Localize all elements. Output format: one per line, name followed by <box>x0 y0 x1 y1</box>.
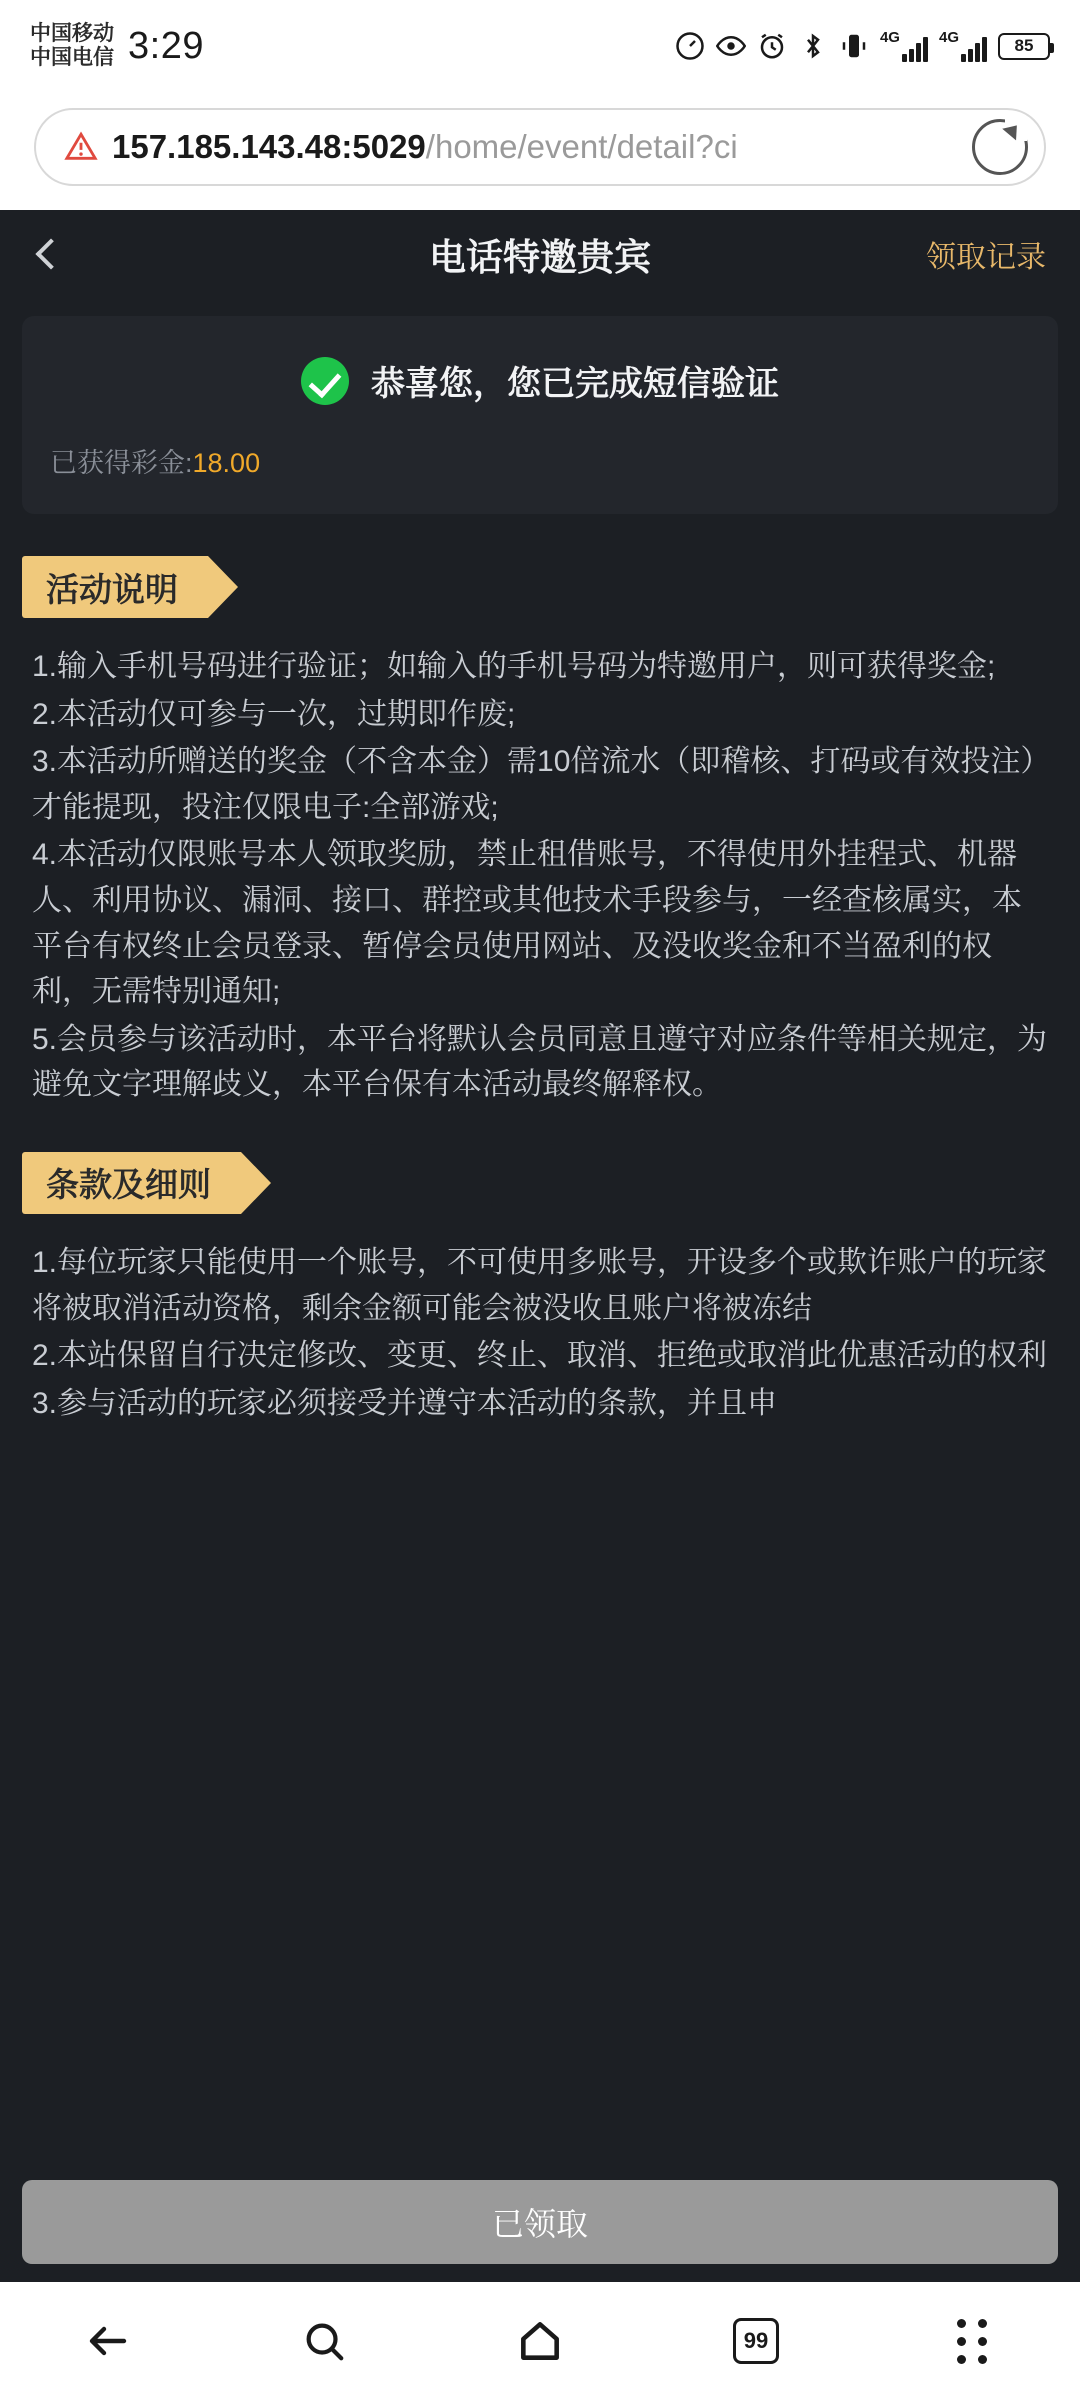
section-title-terms: 条款及细则 <box>22 1152 241 1214</box>
bonus-row <box>50 441 1030 480</box>
term-line: 2.本站保留自行决定修改、变更、终止、取消、拒绝或取消此优惠活动的权利 <box>32 1339 1048 1373</box>
rule-line: 5.会员参与该活动时，本平台将默认会员同意且遵守对应条件等相关规定，为避免文字理解歧义，本平台保有本活动最终解释权。 <box>32 1022 1048 1102</box>
rule-line: 3.本活动所赠送的奖金（不含本金）需10倍流水（即稽核、打码或有效投注）才能提现，投注仅限电子:全部游戏; <box>32 745 1036 824</box>
rule-line: 1.输入手机号码进行验证；如输入的手机号码为特邀用户，则可获得奖金; <box>32 650 996 683</box>
claim-records-link[interactable]: 领取记录 <box>926 241 1046 274</box>
url-path: /home/event/detail?ci <box>425 128 738 165</box>
signal-bars-2 <box>961 36 987 62</box>
carrier-label-1: 中国移动 <box>30 21 114 45</box>
carrier-label-2: 中国电信 <box>30 46 114 69</box>
back-chevron-icon[interactable] <box>35 238 66 269</box>
signal-1 <box>880 30 928 62</box>
nav-recents-button[interactable] <box>711 2306 801 2376</box>
speedometer-icon <box>675 31 705 61</box>
eye-icon <box>716 31 746 61</box>
alarm-icon <box>757 31 787 61</box>
bluetooth-icon <box>798 31 828 61</box>
status-bar <box>0 0 1080 92</box>
claim-button-bar <box>0 2164 1080 2282</box>
nav-back-icon[interactable] <box>63 2306 153 2376</box>
section-title-rules: 活动说明 <box>22 556 208 618</box>
url-text[interactable] <box>112 128 964 166</box>
banner-arrow-icon <box>241 1152 271 1214</box>
verification-status-card <box>22 316 1058 514</box>
page-title: 电话特邀贵宾 <box>429 237 651 278</box>
status-clock: 3:29 <box>128 24 204 67</box>
section-body-terms <box>22 1240 1058 1426</box>
claim-button[interactable]: 已领取 <box>22 2180 1058 2264</box>
status-message: 恭喜您，您已完成短信验证 <box>371 365 779 403</box>
nav-menu-icon[interactable] <box>927 2306 1017 2376</box>
recents-count: 99 <box>733 2318 779 2364</box>
network-label-2: 4G <box>938 29 959 46</box>
status-row <box>50 356 1030 405</box>
status-icons <box>675 30 1050 62</box>
vibrate-icon <box>839 31 869 61</box>
term-line: 1.每位玩家只能使用一个账号，不可使用多账号，开设多个或欺诈账户的玩家将被取消活动资格，剩余金额可能会被没收且账户将被冻结 <box>32 1245 1048 1325</box>
bonus-label: 已获得彩金: <box>50 448 193 478</box>
banner-arrow-icon <box>208 556 238 618</box>
page-content[interactable] <box>0 298 1080 2164</box>
url-bar[interactable] <box>34 108 1046 186</box>
bonus-value: 18.00 <box>192 448 261 478</box>
insecure-warning-icon <box>64 130 98 164</box>
signal-2 <box>939 30 987 62</box>
section-banner-rules <box>22 556 208 618</box>
rule-line: 2.本活动仅可参与一次，过期即作废; <box>32 697 516 731</box>
url-host: 157.185.143.48:5029 <box>112 128 426 165</box>
term-line: 3.参与活动的玩家必须接受并遵守本活动的条款，并且申 <box>32 1386 778 1420</box>
nav-search-icon[interactable] <box>279 2306 369 2376</box>
nav-home-icon[interactable] <box>495 2306 585 2376</box>
battery-indicator <box>998 33 1050 60</box>
android-nav-bar <box>0 2282 1080 2400</box>
carrier-labels <box>30 22 114 70</box>
signal-bars-1 <box>902 36 928 62</box>
success-check-icon <box>301 357 349 405</box>
browser-toolbar <box>0 92 1080 210</box>
reload-icon[interactable] <box>972 119 1028 175</box>
section-banner-terms <box>22 1152 241 1214</box>
section-body-rules <box>22 644 1058 1108</box>
battery-percent: 85 <box>1014 36 1034 55</box>
app-header <box>0 210 1080 298</box>
rule-line: 4.本活动仅限账号本人领取奖励，禁止租借账号，不得使用外挂程式、机器人、利用协议、漏洞、接口、群控或其他技术手段参与，一经查核属实，本平台有权终止会员登录、暂停会员使用网站、及没收奖金和不当盈利的权利，无需特别通知; <box>32 838 1022 1009</box>
network-label-1: 4G <box>879 29 900 46</box>
